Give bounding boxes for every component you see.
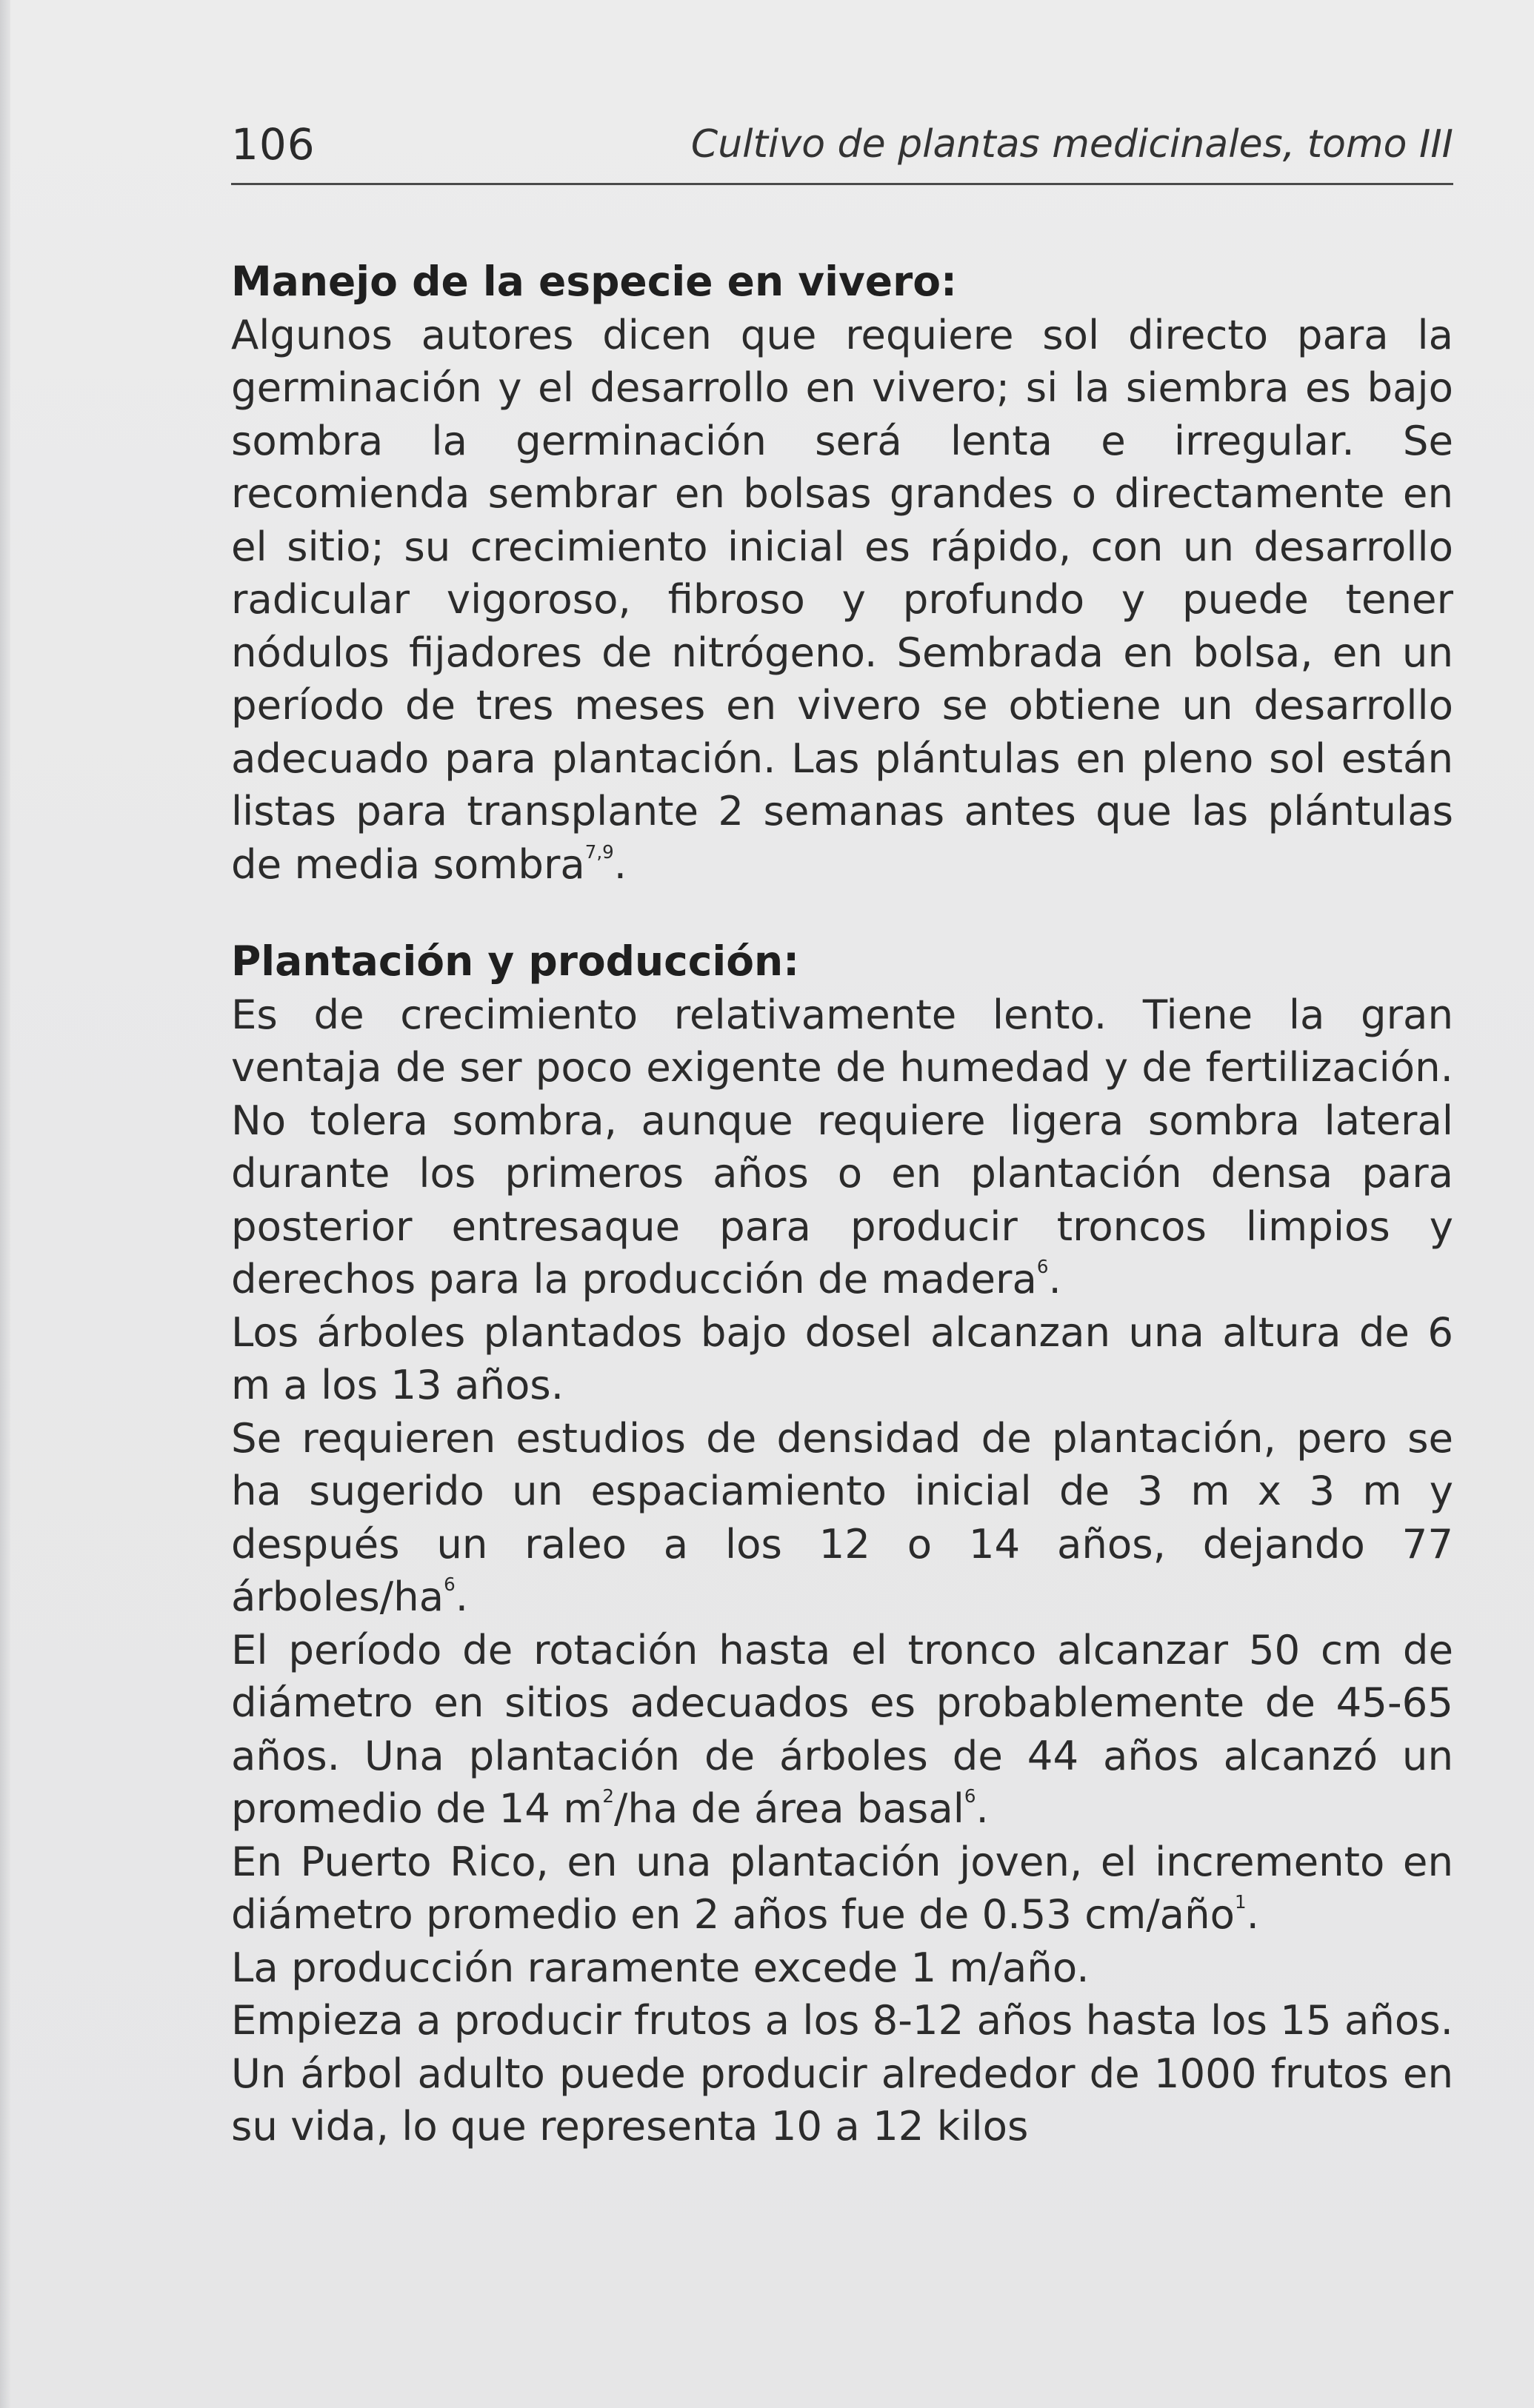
section-heading-plantacion: Plantación y producción: xyxy=(231,937,800,985)
paragraph-text: Es de crecimiento relativamente lento. Tiene la gran ventaja de ser poco exigente de humedad y de fertilización. No tolera sombra, aunque requiere ligera sombra lateral durante los primeros años o en plantación densa para posterior entresaque para producir troncos limpios y derechos para la producción de madera xyxy=(231,990,1453,1302)
paragraph-text: Empieza a producir frutos a los 8-12 años hasta los 15 años. Un árbol adulto puede producir alrededor de 1000 frutos en su vida, lo que representa 10 a 12 kilos xyxy=(231,1996,1453,2150)
paragraph-text-mid: /ha de área basal xyxy=(614,1785,964,1832)
page-number: 106 xyxy=(231,119,316,170)
page-body xyxy=(231,255,1453,2153)
page-binding-edge xyxy=(0,0,10,2408)
paragraph-rotacion xyxy=(231,1624,1453,1836)
reference-superscript: 7,9 xyxy=(584,840,614,863)
paragraph-text: Algunos autores dicen que requiere sol directo para la germinación y el desarrollo en vivero; si la siembra es bajo sombra la germinación será lenta e irregular. Se recomienda sembrar en bolsas grandes o directamente en el sitio; su crecimiento inicial es rápido, con un desarrollo radicular vigoroso, fibroso y profundo y puede tener nódulos fijadores de nitrógeno. Sembrada en bolsa, en un período de tres meses en vivero se obtiene un desarrollo adecuado para plantación. Las plántulas en pleno sol están listas para transplante 2 semanas antes que las plántulas de media sombra xyxy=(231,310,1453,888)
paragraph-text: El período de rotación hasta el tronco alcanzar 50 cm de diámetro en sitios adecuados es probablemente de 45-65 años. Una plantación de árboles de 44 años alcanzó un promedio de 14 m xyxy=(231,1625,1453,1832)
paragraph-text: Se requieren estudios de densidad de plantación, pero se ha sugerido un espaciamiento inicial de 3 m x 3 m y después un raleo a los 12 o 14 años, dejando 77 árboles/ha xyxy=(231,1414,1453,1620)
paragraph-text: En Puerto Rico, en una plantación joven, el incremento en diámetro promedio en 2 años fue de 0.53 cm/año xyxy=(231,1837,1453,1938)
paragraph-text: Los árboles plantados bajo dosel alcanzan una altura de 6 m a los 13 años. xyxy=(231,1308,1453,1408)
paragraph-puerto-rico xyxy=(231,1836,1453,1942)
paragraph-end: . xyxy=(976,1785,989,1832)
paragraph-end: . xyxy=(1048,1255,1061,1302)
paragraph-frutos xyxy=(231,1994,1453,2153)
reference-superscript: 6 xyxy=(964,1785,976,1807)
paragraph-densidad xyxy=(231,1412,1453,1624)
reference-superscript: 6 xyxy=(444,1573,456,1596)
paragraph-text: La producción raramente excede 1 m/año. xyxy=(231,1943,1090,1991)
header-rule xyxy=(231,183,1453,185)
reference-superscript: 6 xyxy=(1036,1256,1049,1278)
paragraph-end: . xyxy=(455,1573,469,1620)
paragraph-produccion xyxy=(231,1942,1453,1995)
book-title: Cultivo de plantas medicinales, tomo III xyxy=(690,122,1453,167)
running-header xyxy=(231,115,1453,181)
paragraph-dosel xyxy=(231,1306,1453,1412)
paragraph-end: . xyxy=(613,840,627,888)
section-gap xyxy=(231,891,1453,935)
section-heading-vivero: Manejo de la especie en vivero: xyxy=(231,258,958,305)
reference-superscript: 1 xyxy=(1234,1891,1247,1913)
paragraph-end: . xyxy=(1246,1890,1259,1938)
paragraph-vivero xyxy=(231,309,1453,892)
paragraph-crecimiento xyxy=(231,989,1453,1306)
unit-superscript: 2 xyxy=(602,1785,614,1807)
